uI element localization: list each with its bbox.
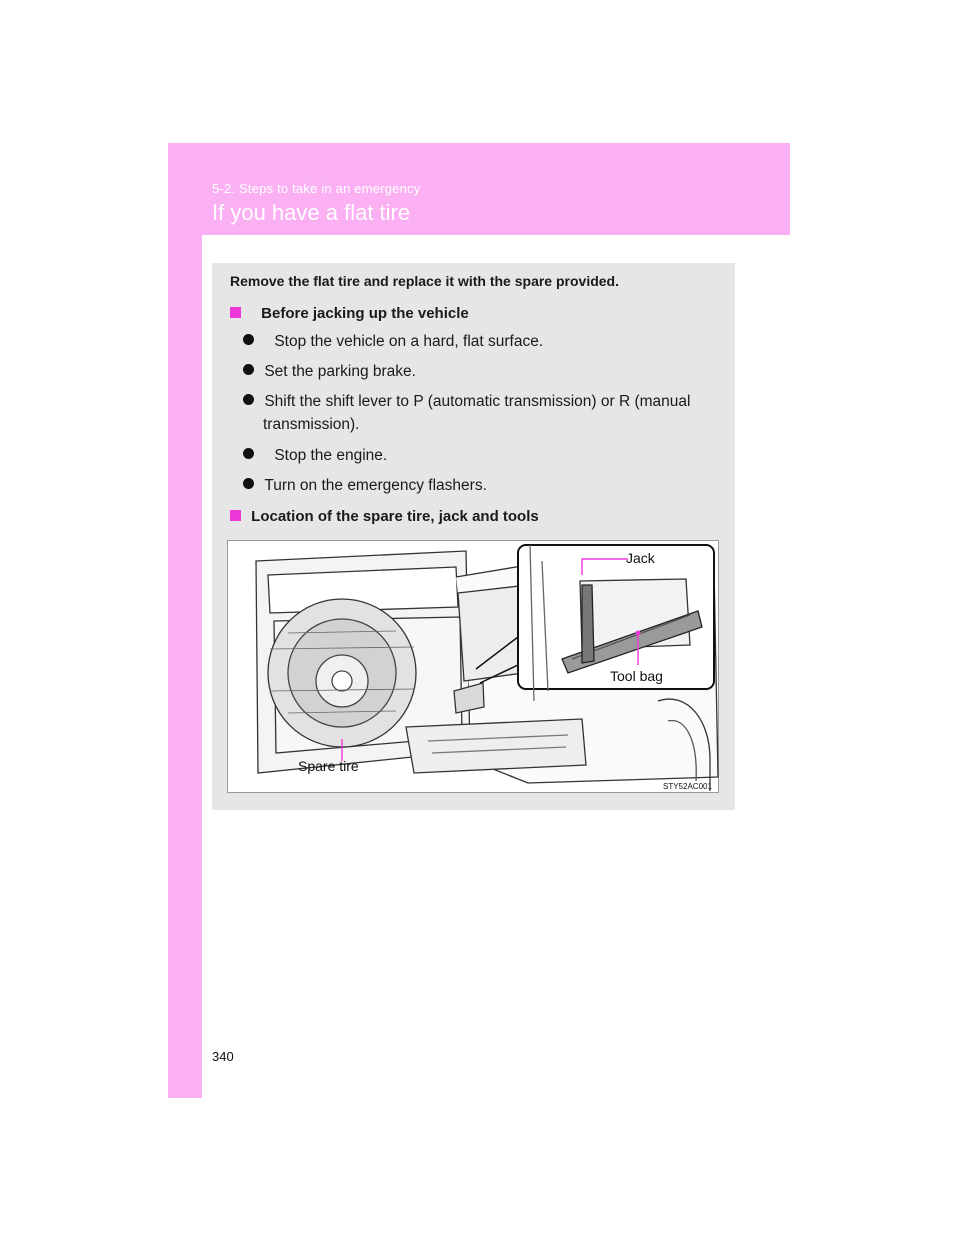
bullet-continuation: transmission). — [263, 416, 360, 433]
bullet-text: Stop the vehicle on a hard, flat surface. — [274, 333, 544, 350]
section-label: 5-2. Steps to take in an emergency — [212, 181, 421, 196]
side-band — [168, 143, 202, 1098]
round-bullet-icon — [243, 478, 254, 489]
heading-before-jacking — [230, 305, 469, 322]
bullet-item — [243, 444, 387, 467]
round-bullet-icon — [243, 448, 254, 459]
page-number: 340 — [212, 1049, 234, 1064]
bullet-text: Set the parking brake. — [264, 363, 416, 380]
round-bullet-icon — [243, 334, 254, 345]
bullet-item — [243, 330, 543, 353]
figure-spare-tire-location — [227, 540, 719, 793]
figure-code: STY52AC001 — [663, 782, 712, 791]
figure-label-spare-tire: Spare tire — [298, 758, 359, 774]
heading-before-jacking-text: Before jacking up the vehicle — [261, 305, 469, 322]
heading-location-text: Location of the spare tire, jack and tools — [251, 508, 539, 525]
bullet-text: Turn on the emergency flashers. — [264, 477, 487, 494]
round-bullet-icon — [243, 394, 254, 405]
square-bullet-icon — [230, 510, 241, 521]
figure-label-tool-bag: Tool bag — [610, 668, 663, 684]
bullet-item — [243, 360, 416, 383]
bullet-item — [243, 390, 690, 413]
bullet-text: Shift the shift lever to P (automatic transmission) or R (manual — [264, 393, 691, 410]
round-bullet-icon — [243, 364, 254, 375]
bullet-text: Stop the engine. — [274, 447, 388, 464]
heading-location — [230, 508, 539, 525]
square-bullet-icon — [230, 307, 241, 318]
intro-text: Remove the flat tire and replace it with the spare provided. — [230, 273, 619, 289]
figure-label-jack: Jack — [626, 550, 655, 566]
bullet-item — [243, 474, 487, 497]
page-title: If you have a flat tire — [212, 200, 411, 225]
